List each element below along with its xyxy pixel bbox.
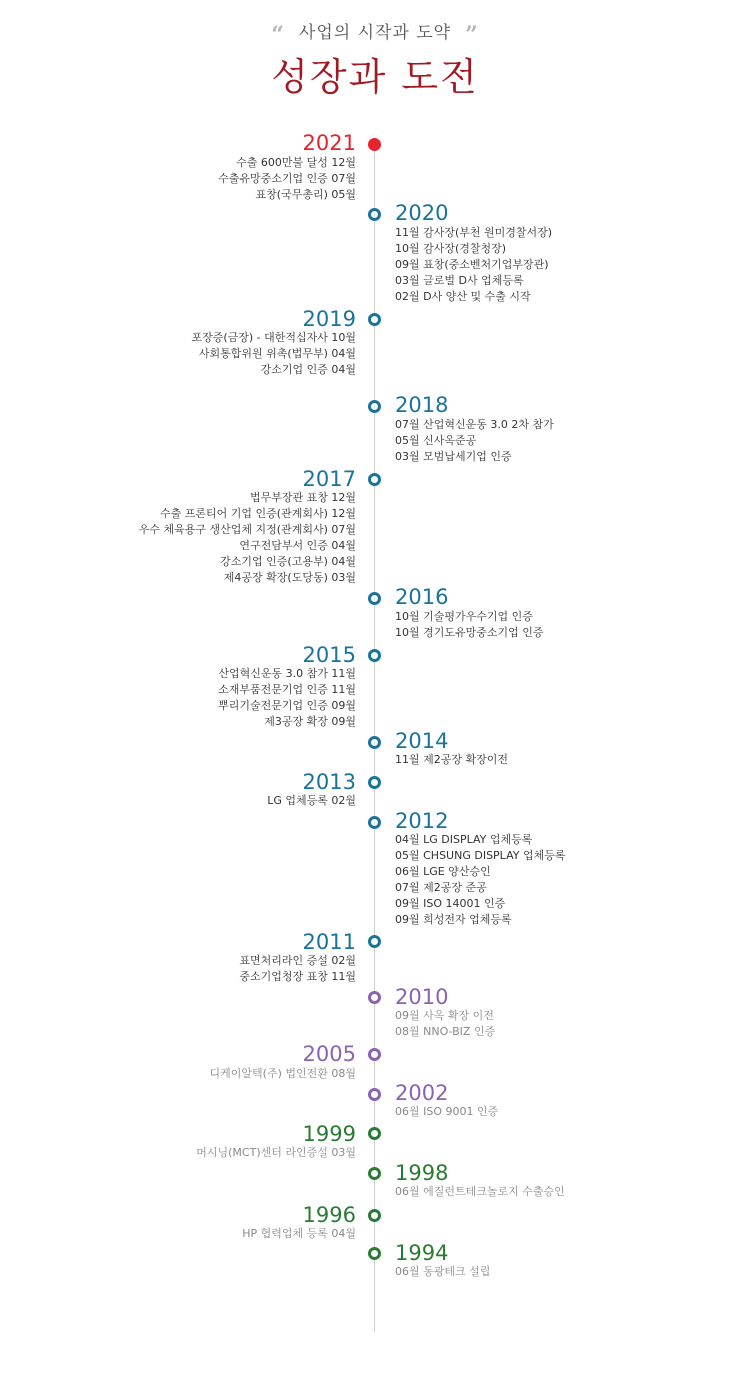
- event-item: 10월 기술평가우수기업 인증: [395, 610, 533, 623]
- events-2021: [218, 155, 356, 203]
- events-2014: [395, 752, 508, 768]
- event-item: 09월 사옥 확장 이전: [395, 1009, 494, 1022]
- event-item: 제4공장 확장(도당동) 03월: [223, 571, 356, 584]
- year-2018: 2018: [395, 393, 449, 417]
- event-item: 강소기업 인증 04월: [260, 363, 356, 376]
- year-1998: 1998: [395, 1161, 449, 1185]
- event-item: 04월 LG DISPLAY 업체등록: [395, 833, 533, 846]
- event-item: 11월 제2공장 확장이전: [395, 753, 508, 766]
- event-item: 수출유망중소기업 인증 07월: [218, 172, 356, 185]
- event-item: 소재부품전문기업 인증 11월: [218, 683, 356, 696]
- year-2002: 2002: [395, 1081, 449, 1105]
- subtitle-text: 사업의 시작과 도약: [298, 23, 452, 43]
- timeline-dot-2016: [368, 592, 381, 605]
- event-item: 11월 감사장(부천 원미경찰서장): [395, 226, 553, 239]
- timeline-dot-2019: [368, 313, 381, 326]
- events-2016: [395, 609, 544, 641]
- events-1996: [242, 1226, 356, 1242]
- timeline-dot-2002: [368, 1088, 381, 1101]
- section-subtitle: [0, 18, 750, 48]
- event-item: 08월 NNO-BIZ 인증: [395, 1025, 496, 1038]
- events-2018: [395, 417, 554, 465]
- events-2011: [239, 953, 356, 985]
- event-item: 뿌리기술전문기업 인증 09월: [218, 699, 356, 712]
- events-1999: [196, 1145, 356, 1161]
- year-2005: 2005: [302, 1042, 356, 1066]
- events-1994: [395, 1264, 490, 1280]
- event-item: 우수 체육용구 생산업체 지정(관계회사) 07월: [138, 523, 356, 536]
- event-item: 09월 희성전자 업체등록: [395, 913, 512, 926]
- event-item: 산업혁신운동 3.0 참가 11월: [218, 667, 356, 680]
- event-item: 07월 제2공장 준공: [395, 881, 487, 894]
- year-1994: 1994: [395, 1241, 449, 1265]
- event-item: 06월 에질런트테크놀로지 수출승인: [395, 1185, 565, 1198]
- event-item: LG 업체등록 02월: [267, 794, 356, 807]
- event-item: 포장증(금장) - 대한적십자사 10월: [191, 331, 356, 344]
- timeline-dot-1998: [368, 1167, 381, 1180]
- event-item: 03월 모범납세기업 인증: [395, 450, 512, 463]
- timeline-dot-2012: [368, 816, 381, 829]
- event-item: 10월 감사장(경찰청장): [395, 242, 507, 255]
- event-item: 06월 동광테크 설립: [395, 1265, 491, 1278]
- events-2010: [395, 1008, 495, 1040]
- year-1999: 1999: [302, 1122, 356, 1146]
- year-2013: 2013: [302, 770, 356, 794]
- events-2005: [210, 1066, 356, 1082]
- open-quote-icon: “: [271, 22, 285, 48]
- events-2017: [139, 490, 356, 586]
- event-item: 법무부장관 표창 12월: [250, 491, 356, 504]
- timeline-dot-1996: [368, 1209, 381, 1222]
- event-item: 10월 경기도유망중소기업 인증: [395, 626, 544, 639]
- year-2012: 2012: [395, 809, 449, 833]
- year-2019: 2019: [302, 307, 356, 331]
- year-1996: 1996: [302, 1203, 356, 1227]
- event-item: 연구전담부서 인증 04월: [239, 539, 356, 552]
- year-2014: 2014: [395, 729, 449, 753]
- timeline-dot-2020: [368, 208, 381, 221]
- timeline-dot-2010: [368, 991, 381, 1004]
- timeline-dot-2015: [368, 649, 381, 662]
- events-2020: [395, 225, 552, 305]
- event-item: 사회통합위원 위촉(법무부) 04월: [198, 347, 356, 360]
- events-1998: [395, 1184, 565, 1200]
- timeline-dot-2011: [368, 935, 381, 948]
- events-2002: [395, 1104, 498, 1120]
- timeline-dot-2013: [368, 776, 381, 789]
- year-2020: 2020: [395, 201, 449, 225]
- timeline-dot-2021: [368, 138, 381, 151]
- events-2015: [218, 666, 356, 730]
- event-item: 머시닝(MCT)센터 라인증설 03월: [196, 1146, 356, 1159]
- event-item: 05월 신사옥준공: [395, 434, 477, 447]
- timeline-dot-2005: [368, 1048, 381, 1061]
- event-item: 제3공장 확장 09월: [264, 715, 356, 728]
- year-2017: 2017: [302, 467, 356, 491]
- event-item: 강소기업 인증(고용부) 04월: [220, 555, 356, 568]
- events-2013: [267, 793, 356, 809]
- event-item: 06월 LGE 양산승인: [395, 865, 491, 878]
- year-2011: 2011: [302, 930, 356, 954]
- timeline-dot-2018: [368, 400, 381, 413]
- year-2016: 2016: [395, 585, 449, 609]
- event-item: 05월 CHSUNG DISPLAY 업체등록: [395, 849, 566, 862]
- event-item: 09월 ISO 14001 인증: [395, 897, 506, 910]
- year-2010: 2010: [395, 985, 449, 1009]
- event-item: 디케이알텍(주) 법인전환 08월: [209, 1067, 356, 1080]
- event-item: 03월 글로벌 D사 업체등록: [395, 274, 524, 287]
- event-item: 표면처리라인 증설 02월: [239, 954, 356, 967]
- event-item: 표창(국무총리) 05월: [255, 188, 356, 201]
- timeline-dot-2017: [368, 473, 381, 486]
- event-item: 09월 표창(중소벤처기업부장관): [395, 258, 549, 271]
- event-item: 06월 ISO 9001 인증: [395, 1105, 499, 1118]
- page-title: 성장과 도전: [271, 55, 479, 99]
- timeline-dot-2014: [368, 736, 381, 749]
- event-item: 02월 D사 양산 및 수출 시작: [395, 290, 531, 303]
- event-item: 중소기업청장 표창 11월: [239, 970, 356, 983]
- year-2021: 2021: [302, 131, 356, 155]
- close-quote-icon: ”: [465, 22, 479, 48]
- event-item: 수출 600만불 달성 12월: [236, 156, 356, 169]
- event-item: 07월 산업혁신운동 3.0 2차 참가: [395, 418, 554, 431]
- year-2015: 2015: [302, 643, 356, 667]
- events-2019: [191, 330, 356, 378]
- event-item: 수출 프론티어 기업 인증(관계회사) 12월: [160, 507, 356, 520]
- event-item: HP 협력업체 등록 04월: [242, 1227, 356, 1240]
- events-2012: [395, 832, 565, 928]
- timeline-dot-1994: [368, 1247, 381, 1260]
- timeline-dot-1999: [368, 1127, 381, 1140]
